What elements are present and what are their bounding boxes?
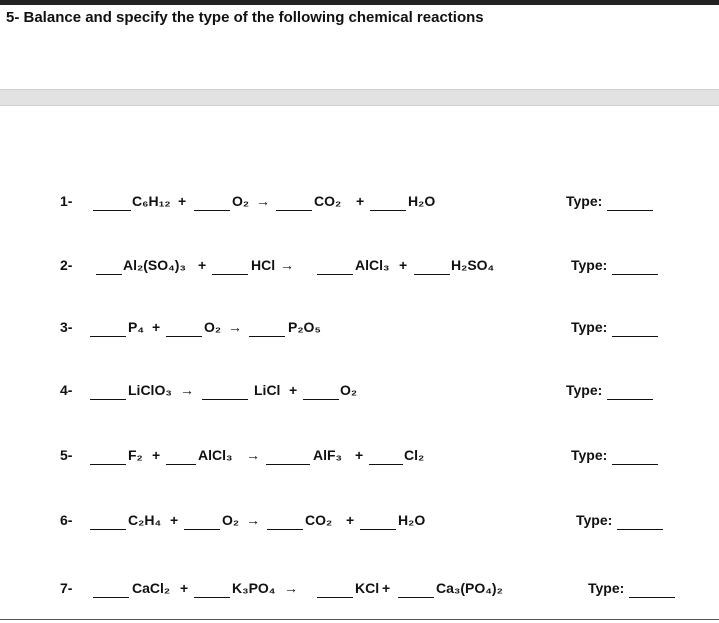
- formula: C₆H₁₂: [132, 193, 171, 209]
- plus-sign: +: [198, 257, 207, 273]
- coefficient-blank[interactable]: [266, 464, 310, 465]
- type-blank[interactable]: [612, 464, 658, 465]
- coefficient-blank[interactable]: [369, 464, 403, 465]
- formula: H₂O: [398, 512, 426, 528]
- formula: LiClO₃: [128, 382, 172, 398]
- plus-sign: +: [346, 512, 355, 528]
- coefficient-blank[interactable]: [194, 210, 230, 211]
- formula: K₃PO₄: [232, 580, 276, 596]
- formula: CO₂: [305, 512, 333, 528]
- reaction-number: 6-: [60, 512, 73, 528]
- coefficient-blank[interactable]: [370, 210, 406, 211]
- coefficient-blank[interactable]: [317, 274, 353, 275]
- plus-sign: +: [152, 447, 161, 463]
- type-label: Type:: [588, 580, 625, 596]
- formula: O₂: [340, 382, 358, 398]
- arrow-icon: →: [246, 512, 260, 528]
- plus-sign: +: [152, 319, 161, 335]
- reaction-row-5: [0, 444, 719, 468]
- formula: AlCl₃: [198, 447, 233, 463]
- reaction-number: 1-: [60, 193, 73, 209]
- formula: C₂H₄: [128, 512, 162, 528]
- formula: P₂O₅: [288, 319, 321, 335]
- formula: Al₂(SO₄)₃: [123, 257, 186, 273]
- coefficient-blank[interactable]: [414, 274, 450, 275]
- type-blank[interactable]: [612, 274, 658, 275]
- type-label: Type:: [566, 382, 603, 398]
- arrow-icon: →: [180, 382, 194, 398]
- coefficient-blank[interactable]: [303, 399, 339, 400]
- type-label: Type:: [566, 193, 603, 209]
- formula: H₂SO₄: [451, 257, 495, 273]
- coefficient-blank[interactable]: [166, 464, 196, 465]
- type-label: Type:: [571, 257, 608, 273]
- formula: O₂: [222, 512, 240, 528]
- coefficient-blank[interactable]: [90, 399, 126, 400]
- formula: Cl₂: [404, 447, 425, 463]
- arrow-icon: →: [284, 580, 298, 596]
- plus-sign: +: [356, 193, 365, 209]
- type-blank[interactable]: [617, 529, 663, 530]
- question-title: 5- Balance and specify the type of the following chemical reactions: [6, 9, 484, 26]
- reaction-number: 7-: [60, 580, 73, 596]
- formula: LiCl: [254, 382, 281, 398]
- coefficient-blank[interactable]: [276, 210, 312, 211]
- formula: P₄: [128, 319, 145, 335]
- type-blank[interactable]: [607, 210, 653, 211]
- coefficient-blank[interactable]: [90, 464, 126, 465]
- coefficient-blank[interactable]: [184, 529, 220, 530]
- coefficient-blank[interactable]: [360, 529, 396, 530]
- formula: H₂O: [408, 193, 436, 209]
- coefficient-blank[interactable]: [267, 529, 303, 530]
- formula: CaCl₂: [132, 580, 171, 596]
- reaction-row-7: [0, 577, 719, 601]
- formula: KCl: [355, 580, 380, 596]
- reaction-number: 3-: [60, 319, 73, 335]
- formula: O₂: [232, 193, 250, 209]
- type-blank[interactable]: [629, 597, 675, 598]
- coefficient-blank[interactable]: [317, 597, 353, 598]
- plus-sign: +: [289, 382, 298, 398]
- arrow-icon: →: [256, 193, 270, 209]
- coefficient-blank[interactable]: [90, 529, 126, 530]
- plus-sign: +: [180, 580, 189, 596]
- formula: O₂: [204, 319, 222, 335]
- reaction-row-6: [0, 509, 719, 533]
- plus-sign: +: [178, 193, 187, 209]
- type-label: Type:: [571, 447, 608, 463]
- plus-sign: +: [399, 257, 408, 273]
- formula: AlCl₃: [355, 257, 390, 273]
- reaction-row-4: [0, 379, 719, 403]
- coefficient-blank[interactable]: [166, 336, 202, 337]
- coefficient-blank[interactable]: [96, 274, 122, 275]
- reaction-number: 5-: [60, 447, 73, 463]
- plus-sign: +: [170, 512, 179, 528]
- coefficient-blank[interactable]: [93, 597, 129, 598]
- coefficient-blank[interactable]: [202, 399, 248, 400]
- reaction-number: 2-: [60, 257, 73, 273]
- coefficient-blank[interactable]: [90, 336, 126, 337]
- reaction-row-2: [0, 254, 719, 278]
- plus-sign: +: [382, 580, 391, 596]
- reaction-row-3: [0, 316, 719, 340]
- reaction-row-1: [0, 190, 719, 214]
- coefficient-blank[interactable]: [212, 274, 248, 275]
- plus-sign: +: [355, 447, 364, 463]
- arrow-icon: →: [228, 319, 242, 335]
- formula: CO₂: [314, 193, 342, 209]
- type-label: Type:: [571, 319, 608, 335]
- coefficient-blank[interactable]: [398, 597, 434, 598]
- coefficient-blank[interactable]: [93, 210, 131, 211]
- formula: Ca₃(PO₄)₂: [436, 580, 503, 596]
- bottom-border: [0, 619, 719, 620]
- coefficient-blank[interactable]: [194, 597, 230, 598]
- reaction-number: 4-: [60, 382, 73, 398]
- formula: F₂: [128, 447, 143, 463]
- arrow-icon: →: [280, 257, 294, 273]
- formula: HCl: [251, 257, 276, 273]
- type-blank[interactable]: [607, 399, 653, 400]
- coefficient-blank[interactable]: [249, 336, 285, 337]
- type-blank[interactable]: [612, 336, 658, 337]
- type-label: Type:: [576, 512, 613, 528]
- section-divider: [0, 89, 719, 106]
- arrow-icon: →: [246, 447, 260, 463]
- top-bar: [0, 0, 719, 5]
- formula: AlF₃: [313, 447, 343, 463]
